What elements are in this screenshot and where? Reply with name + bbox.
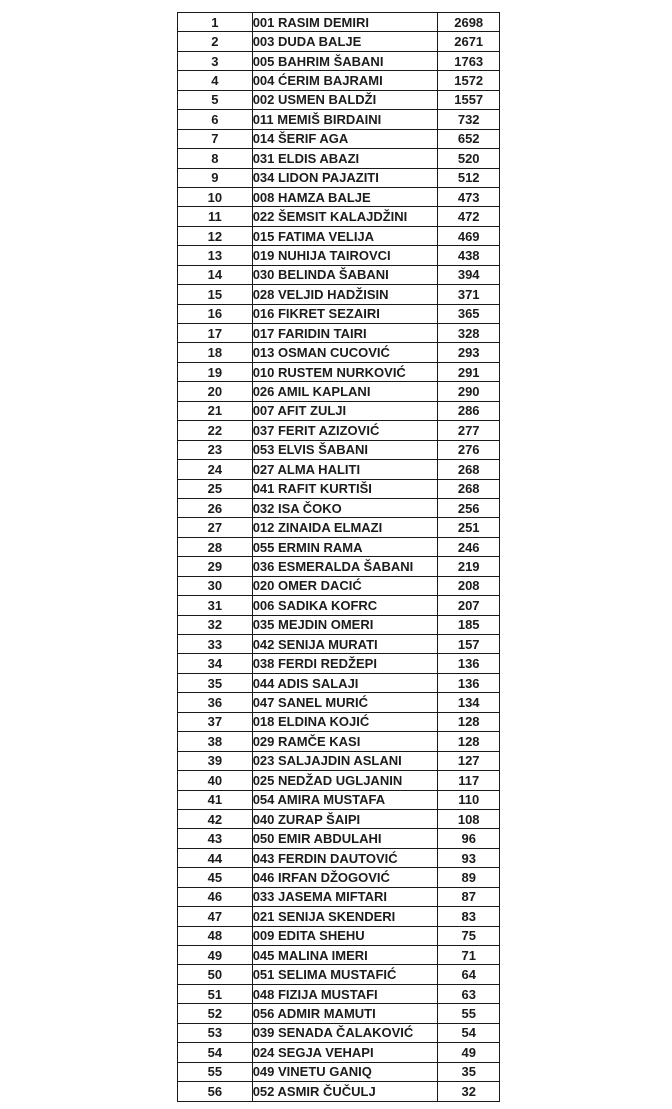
cell-name: 030 BELINDA ŠABANI — [252, 265, 438, 284]
cell-name: 020 OMER DACIĆ — [252, 576, 438, 595]
cell-name: 024 SEGJA VEHAPI — [252, 1043, 438, 1062]
cell-rank: 49 — [178, 946, 253, 965]
cell-value: 127 — [438, 751, 500, 770]
cell-rank: 36 — [178, 693, 253, 712]
cell-name: 046 IRFAN DŽOGOVIĆ — [252, 868, 438, 887]
cell-name: 007 AFIT ZULJI — [252, 401, 438, 420]
cell-value: 291 — [438, 362, 500, 381]
cell-name: 037 FERIT AZIZOVIĆ — [252, 421, 438, 440]
cell-rank: 35 — [178, 673, 253, 692]
cell-value: 371 — [438, 285, 500, 304]
table-row — [178, 129, 500, 148]
table-row — [178, 440, 500, 459]
cell-name: 029 RAMČE KASI — [252, 732, 438, 751]
cell-value: 185 — [438, 615, 500, 634]
table-row — [178, 362, 500, 381]
cell-name: 035 MEJDIN OMERI — [252, 615, 438, 634]
table-row — [178, 324, 500, 343]
cell-value: 128 — [438, 712, 500, 731]
cell-rank: 5 — [178, 90, 253, 109]
cell-value: 207 — [438, 596, 500, 615]
table-row — [178, 790, 500, 809]
table-row — [178, 732, 500, 751]
cell-value: 54 — [438, 1023, 500, 1042]
table-row — [178, 382, 500, 401]
cell-value: 219 — [438, 557, 500, 576]
cell-name: 017 FARIDIN TAIRI — [252, 324, 438, 343]
table-row — [178, 32, 500, 51]
cell-rank: 23 — [178, 440, 253, 459]
table-row — [178, 848, 500, 867]
table-row — [178, 1043, 500, 1062]
cell-rank: 45 — [178, 868, 253, 887]
table-row — [178, 946, 500, 965]
table-row — [178, 926, 500, 945]
cell-rank: 12 — [178, 226, 253, 245]
cell-name: 039 SENADA ČALAKOVIĆ — [252, 1023, 438, 1042]
cell-rank: 50 — [178, 965, 253, 984]
cell-value: 208 — [438, 576, 500, 595]
cell-name: 048 FIZIJA MUSTAFI — [252, 984, 438, 1003]
cell-value: 2671 — [438, 32, 500, 51]
cell-name: 016 FIKRET SEZAIRI — [252, 304, 438, 323]
table-row — [178, 13, 500, 32]
cell-value: 473 — [438, 187, 500, 206]
cell-rank: 39 — [178, 751, 253, 770]
cell-rank: 31 — [178, 596, 253, 615]
cell-value: 1572 — [438, 71, 500, 90]
cell-name: 005 BAHRIM ŠABANI — [252, 51, 438, 70]
cell-name: 015 FATIMA VELIJA — [252, 226, 438, 245]
cell-name: 025 NEDŽAD UGLJANIN — [252, 771, 438, 790]
cell-value: 277 — [438, 421, 500, 440]
cell-rank: 22 — [178, 421, 253, 440]
cell-rank: 15 — [178, 285, 253, 304]
cell-value: 1557 — [438, 90, 500, 109]
table-row — [178, 1023, 500, 1042]
cell-value: 157 — [438, 635, 500, 654]
cell-name: 010 RUSTEM NURKOVIĆ — [252, 362, 438, 381]
cell-name: 009 EDITA SHEHU — [252, 926, 438, 945]
cell-rank: 25 — [178, 479, 253, 498]
table-row — [178, 576, 500, 595]
cell-value: 394 — [438, 265, 500, 284]
table-row — [178, 596, 500, 615]
cell-rank: 19 — [178, 362, 253, 381]
cell-name: 013 OSMAN CUCOVIĆ — [252, 343, 438, 362]
cell-value: 293 — [438, 343, 500, 362]
cell-rank: 8 — [178, 149, 253, 168]
cell-rank: 29 — [178, 557, 253, 576]
cell-value: 35 — [438, 1062, 500, 1081]
cell-rank: 51 — [178, 984, 253, 1003]
table-row — [178, 868, 500, 887]
cell-value: 110 — [438, 790, 500, 809]
results-table-container — [177, 12, 500, 1102]
cell-rank: 38 — [178, 732, 253, 751]
table-row — [178, 71, 500, 90]
cell-rank: 17 — [178, 324, 253, 343]
cell-value: 128 — [438, 732, 500, 751]
table-row — [178, 654, 500, 673]
cell-value: 246 — [438, 537, 500, 556]
cell-name: 055 ERMIN RAMA — [252, 537, 438, 556]
cell-rank: 10 — [178, 187, 253, 206]
cell-rank: 6 — [178, 110, 253, 129]
cell-name: 022 ŠEMSIT KALAJDŽINI — [252, 207, 438, 226]
cell-rank: 3 — [178, 51, 253, 70]
cell-name: 041 RAFIT KURTIŠI — [252, 479, 438, 498]
cell-value: 438 — [438, 246, 500, 265]
table-row — [178, 304, 500, 323]
table-row — [178, 635, 500, 654]
table-row — [178, 673, 500, 692]
cell-value: 268 — [438, 460, 500, 479]
cell-value: 472 — [438, 207, 500, 226]
cell-rank: 9 — [178, 168, 253, 187]
cell-name: 023 SALJAJDIN ASLANI — [252, 751, 438, 770]
cell-rank: 41 — [178, 790, 253, 809]
cell-value: 83 — [438, 907, 500, 926]
cell-name: 002 USMEN BALDŽI — [252, 90, 438, 109]
table-row — [178, 207, 500, 226]
cell-rank: 30 — [178, 576, 253, 595]
table-row — [178, 1062, 500, 1081]
cell-rank: 43 — [178, 829, 253, 848]
cell-value: 256 — [438, 498, 500, 517]
cell-name: 031 ELDIS ABAZI — [252, 149, 438, 168]
cell-rank: 37 — [178, 712, 253, 731]
table-row — [178, 557, 500, 576]
cell-value: 1763 — [438, 51, 500, 70]
table-row — [178, 984, 500, 1003]
table-row — [178, 518, 500, 537]
table-row — [178, 421, 500, 440]
table-row — [178, 90, 500, 109]
table-row — [178, 110, 500, 129]
cell-name: 043 FERDIN DAUTOVIĆ — [252, 848, 438, 867]
cell-value: 136 — [438, 673, 500, 692]
table-row — [178, 479, 500, 498]
table-row — [178, 1004, 500, 1023]
cell-rank: 16 — [178, 304, 253, 323]
cell-value: 286 — [438, 401, 500, 420]
cell-name: 014 ŠERIF AGA — [252, 129, 438, 148]
cell-value: 2698 — [438, 13, 500, 32]
cell-name: 011 MEMIŠ BIRDAINI — [252, 110, 438, 129]
cell-name: 053 ELVIS ŠABANI — [252, 440, 438, 459]
cell-rank: 52 — [178, 1004, 253, 1023]
results-table — [177, 12, 500, 1102]
cell-name: 049 VINETU GANIQ — [252, 1062, 438, 1081]
cell-name: 052 ASMIR ČUČULJ — [252, 1082, 438, 1101]
table-row — [178, 168, 500, 187]
cell-rank: 18 — [178, 343, 253, 362]
cell-value: 520 — [438, 149, 500, 168]
table-row — [178, 265, 500, 284]
cell-value: 469 — [438, 226, 500, 245]
cell-name: 042 SENIJA MURATI — [252, 635, 438, 654]
cell-name: 040 ZURAP ŠAIPI — [252, 809, 438, 828]
cell-rank: 11 — [178, 207, 253, 226]
cell-rank: 2 — [178, 32, 253, 51]
cell-name: 038 FERDI REDŽEPI — [252, 654, 438, 673]
cell-value: 108 — [438, 809, 500, 828]
cell-value: 276 — [438, 440, 500, 459]
cell-rank: 28 — [178, 537, 253, 556]
table-row — [178, 460, 500, 479]
cell-rank: 46 — [178, 887, 253, 906]
cell-name: 012 ZINAIDA ELMAZI — [252, 518, 438, 537]
cell-value: 93 — [438, 848, 500, 867]
cell-name: 008 HAMZA BALJE — [252, 187, 438, 206]
cell-rank: 47 — [178, 907, 253, 926]
cell-rank: 13 — [178, 246, 253, 265]
cell-value: 290 — [438, 382, 500, 401]
cell-name: 028 VELJID HADŽISIN — [252, 285, 438, 304]
cell-rank: 1 — [178, 13, 253, 32]
cell-rank: 33 — [178, 635, 253, 654]
cell-name: 056 ADMIR MAMUTI — [252, 1004, 438, 1023]
cell-rank: 21 — [178, 401, 253, 420]
cell-rank: 56 — [178, 1082, 253, 1101]
cell-rank: 26 — [178, 498, 253, 517]
cell-name: 044 ADIS SALAJI — [252, 673, 438, 692]
cell-value: 732 — [438, 110, 500, 129]
table-row — [178, 51, 500, 70]
cell-rank: 48 — [178, 926, 253, 945]
table-row — [178, 401, 500, 420]
cell-name: 006 SADIKA KOFRC — [252, 596, 438, 615]
cell-value: 87 — [438, 887, 500, 906]
cell-value: 75 — [438, 926, 500, 945]
cell-value: 652 — [438, 129, 500, 148]
table-row — [178, 537, 500, 556]
cell-value: 134 — [438, 693, 500, 712]
cell-name: 045 MALINA IMERI — [252, 946, 438, 965]
table-row — [178, 907, 500, 926]
table-row — [178, 693, 500, 712]
cell-value: 49 — [438, 1043, 500, 1062]
cell-value: 117 — [438, 771, 500, 790]
cell-name: 047 SANEL MURIĆ — [252, 693, 438, 712]
cell-name: 001 RASIM DEMIRI — [252, 13, 438, 32]
cell-rank: 20 — [178, 382, 253, 401]
table-row — [178, 887, 500, 906]
cell-name: 036 ESMERALDA ŠABANI — [252, 557, 438, 576]
table-row — [178, 285, 500, 304]
cell-value: 32 — [438, 1082, 500, 1101]
cell-value: 55 — [438, 1004, 500, 1023]
cell-value: 268 — [438, 479, 500, 498]
cell-rank: 32 — [178, 615, 253, 634]
table-row — [178, 965, 500, 984]
cell-rank: 54 — [178, 1043, 253, 1062]
table-row — [178, 343, 500, 362]
cell-name: 054 AMIRA MUSTAFA — [252, 790, 438, 809]
table-row — [178, 1082, 500, 1101]
cell-name: 050 EMIR ABDULAHI — [252, 829, 438, 848]
cell-name: 033 JASEMA MIFTARI — [252, 887, 438, 906]
cell-name: 027 ALMA HALITI — [252, 460, 438, 479]
cell-rank: 42 — [178, 809, 253, 828]
cell-value: 512 — [438, 168, 500, 187]
cell-name: 019 NUHIJA TAIROVCI — [252, 246, 438, 265]
cell-rank: 55 — [178, 1062, 253, 1081]
results-table-body — [178, 13, 500, 1102]
table-row — [178, 226, 500, 245]
cell-rank: 40 — [178, 771, 253, 790]
cell-name: 032 ISA ČOKO — [252, 498, 438, 517]
cell-value: 96 — [438, 829, 500, 848]
table-row — [178, 246, 500, 265]
cell-value: 365 — [438, 304, 500, 323]
table-row — [178, 771, 500, 790]
cell-value: 251 — [438, 518, 500, 537]
cell-name: 021 SENIJA SKENDERI — [252, 907, 438, 926]
cell-value: 89 — [438, 868, 500, 887]
table-row — [178, 149, 500, 168]
cell-value: 64 — [438, 965, 500, 984]
table-row — [178, 751, 500, 770]
table-row — [178, 615, 500, 634]
cell-name: 018 ELDINA KOJIĆ — [252, 712, 438, 731]
table-row — [178, 498, 500, 517]
cell-value: 71 — [438, 946, 500, 965]
cell-value: 136 — [438, 654, 500, 673]
table-row — [178, 829, 500, 848]
cell-rank: 4 — [178, 71, 253, 90]
cell-name: 004 ĆERIM BAJRAMI — [252, 71, 438, 90]
cell-rank: 14 — [178, 265, 253, 284]
cell-rank: 24 — [178, 460, 253, 479]
cell-name: 026 AMIL KAPLANI — [252, 382, 438, 401]
cell-value: 328 — [438, 324, 500, 343]
cell-rank: 53 — [178, 1023, 253, 1042]
cell-rank: 7 — [178, 129, 253, 148]
cell-value: 63 — [438, 984, 500, 1003]
table-row — [178, 712, 500, 731]
cell-name: 051 SELIMA MUSTAFIĆ — [252, 965, 438, 984]
cell-rank: 34 — [178, 654, 253, 673]
table-row — [178, 187, 500, 206]
table-row — [178, 809, 500, 828]
cell-rank: 27 — [178, 518, 253, 537]
cell-name: 003 DUDA BALJE — [252, 32, 438, 51]
cell-name: 034 LIDON PAJAZITI — [252, 168, 438, 187]
cell-rank: 44 — [178, 848, 253, 867]
